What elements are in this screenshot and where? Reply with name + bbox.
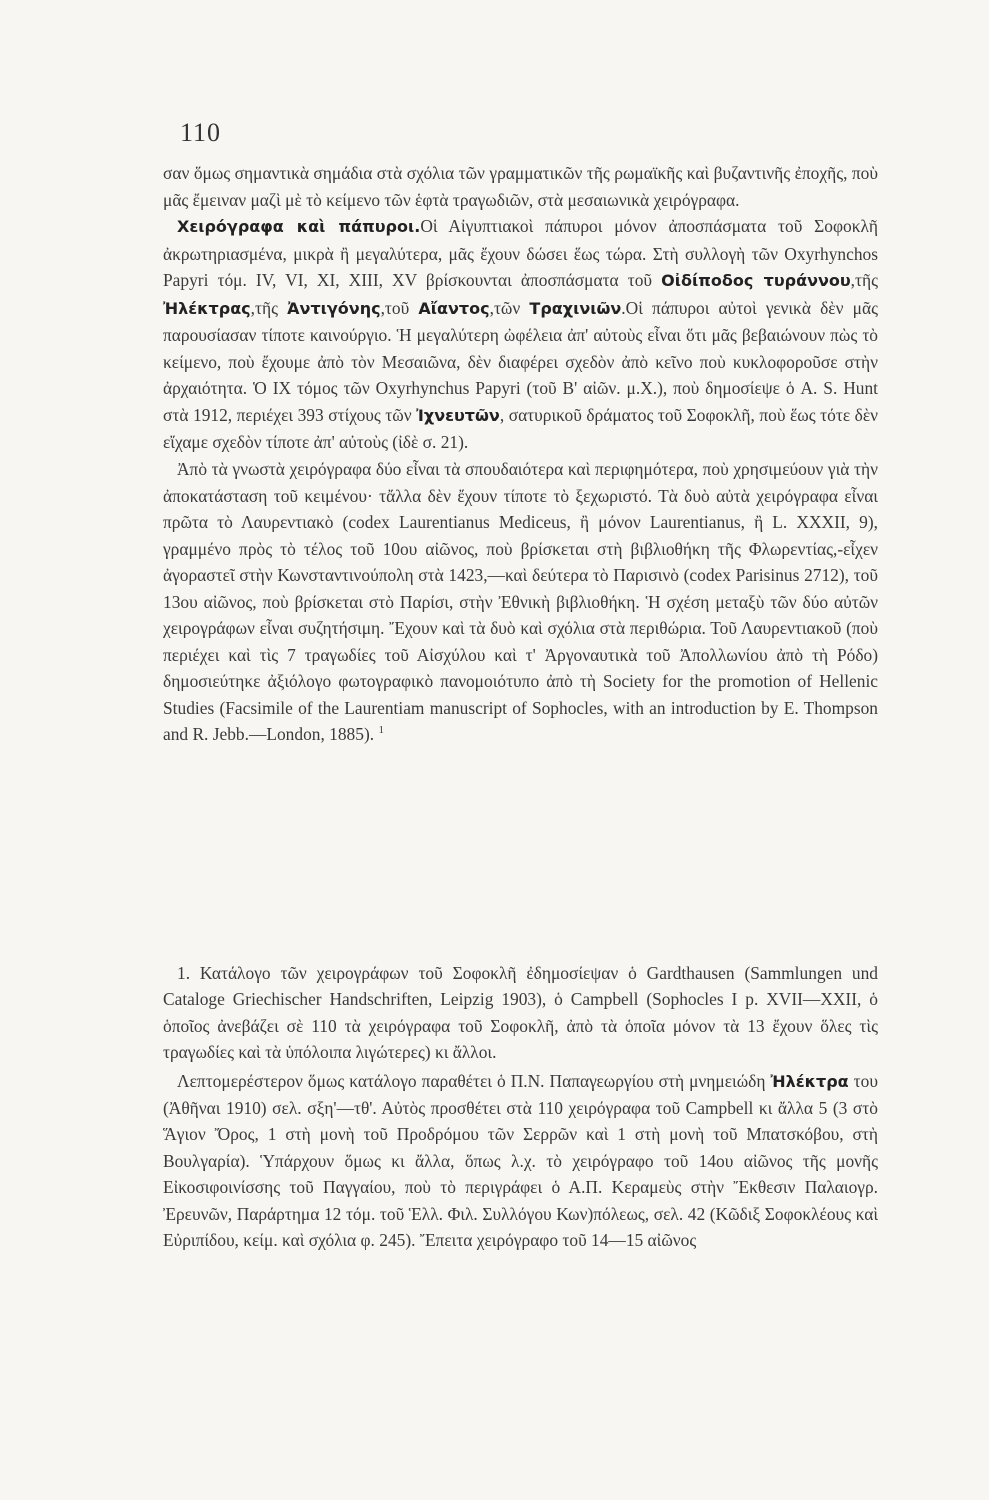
title-electra-footnote: Ἠλέκτρα — [770, 1071, 849, 1091]
paragraph-1: σαν ὅμως σημαντικὰ σημάδια στὰ σχόλια τῶν γραμματικῶν τῆς ρωμαϊκῆς καὶ βυζαντινῆς ἐποχῆς, ποὺ μᾶς ἔμειναν μαζὶ μὲ τὸ κείμενο τῶν ἑφτὰ τραγωδιῶν, στὰ μεσαιωνικὰ χειρόγραφα. — [163, 163, 878, 210]
title-antigone: Ἀντιγόνης — [287, 298, 381, 318]
paragraph-2: Χειρόγραφα καὶ πάπυροι.Οἱ Αἰγυπτιακοὶ πάπυροι μόνον ἀποσπάσματα τοῦ Σοφοκλῆ ἀκρωτηριασμένα, μικρὰ ἢ μεγαλύτερα, μᾶς ἔχουν δώσει ἕως τώρα. Στὴ συλλογὴ τῶν Oxyrhynchos Papyri τόμ. IV, VI, XI, XIII, XV βρίσκουνται ἀποσπάσματα τοῦ Οἰδίποδος τυράννου,τῆς Ἠλέκτρας,τῆς Ἀντιγόνης,τοῦ Αἴαντος,τῶν Τραχινιῶν.Οἱ πάπυροι αὐτοὶ γενικὰ δὲν μᾶς παρουσίασαν τίποτε καινούργιο. Ἡ μεγαλύτερη ὠφέλεια ἀπ' αὐτοὺς εἶναι ὅτι μᾶς βεβαιώνουν πὼς τὸ κείμενο, ποὺ ἔχουμε ἀπὸ τὸν Μεσαιῶνα, δὲν διαφέρει σχεδὸν ἀπὸ κεῖνο ποὺ κυκλοφοροῦσε στὴν ἀρχαιότητα. Ὁ IX τόμος τῶν Oxyrhynchus Papyri (τοῦ Β' αἰῶν. μ.Χ.), ποὺ δημοσίεψε ὁ A. S. Hunt στὰ 1912, περιέχει 393 στίχους τῶν Ἰχνευτῶν, σατυρικοῦ δράματος τοῦ Σοφοκλῆ, ποὺ ἕως τότε δὲν εἴχαμε σχεδὸν τίποτε ἀπ' αὐτοὺς (ἰδὲ σ. 21). — [163, 216, 878, 453]
footnotes — [163, 960, 878, 1253]
section-heading: Χειρόγραφα καὶ πάπυροι. — [177, 217, 421, 237]
page-number: 110 — [180, 118, 222, 147]
title-oedipus: Οἰδίποδος τυράννου — [661, 271, 851, 291]
footnote-1: 1. Κατάλογο τῶν χειρογράφων τοῦ Σοφοκλῆ ἐδημοσίεψαν ὁ Gardthausen (Sammlungen und Cataloge Griechischer Handschriften, Leipzig 1903), ὁ Campbell (Sophocles I p. XVII—XXII, ὁ ὁποῖος ἀνεβάζει σὲ 110 τὰ χειρόγραφα τοῦ Σοφοκλῆ, ἀπὸ τὰ ὁποῖα μόνον τὰ 13 ἔχουν ὅλες τὶς τραγωδίες καὶ τὰ ὑπόλοιπα λιγώτερες) κι ἄλλοι. — [163, 963, 878, 1063]
footnote-marker: 1 — [378, 724, 384, 737]
title-trachiniae: Τραχινιῶν — [529, 298, 622, 318]
title-ajax: Αἴαντος — [418, 298, 490, 318]
main-text — [163, 160, 878, 748]
footnote-1-continued: Λεπτομερέστερον ὅμως κατάλογο παραθέτει ὁ Π.Ν. Παπαγεωργίου στὴ μνημειώδη Ἠλέκτρα του (Ἀθῆναι 1910) σελ. σξη'—τθ'. Αὐτὸς προσθέτει στὰ 110 χειρόγραφα τοῦ Campbell κι ἄλλα 5 (3 στὸ Ἅγιον Ὄρος, 1 στὴ μονὴ τοῦ Προδρόμου τῶν Σερρῶν καὶ 1 στὴ μονὴ τοῦ Μπατσκόβου, στὴ Βουλγαρία). Ὑπάρχουν ὅμως κι ἄλλα, ὅπως λ.χ. τὸ χειρόγραφο τοῦ 14ου αἰῶνος τῆς μονῆς Εἰκοσιφοινίσσης τοῦ Παγγαίου, ποὺ τὸ περιγράφει ὁ Α.Π. Κεραμεὺς στὴν Ἔκθεσιν Παλαιογρ. Ἐρευνῶν, Παράρτημα 12 τόμ. τοῦ Ἑλλ. Φιλ. Συλλόγου Κων)πόλεως, σελ. 42 (Κῶδιξ Σοφοκλέους καὶ Εὐριπίδου, κείμ. καὶ σχόλια φ. 245). Ἔπειτα χειρόγραφο τοῦ 14—15 αἰῶνος — [163, 1070, 878, 1251]
title-ichneutae: Ἰχνευτῶν — [416, 405, 500, 425]
paragraph-3: Ἀπὸ τὰ γνωστὰ χειρόγραφα δύο εἶναι τὰ σπουδαιότερα καὶ περιφημότερα, ποὺ χρησιμεύουν γιὰ τὴν ἀποκατάσταση τοῦ κειμένου· τἄλλα δὲν ἔχουν τίποτε τὸ ξεχωριστό. Τὰ δυὸ αὐτὰ χειρόγραφα εἶναι πρῶτα τὸ Λαυρεντιακὸ (codex Laurentianus Mediceus, ἢ μόνον Laurentianus, ἢ L. XXXII, 9), γραμμένο πρὸς τὸ τέλος τοῦ 10ου αἰῶνος, ποὺ βρίσκεται στὴ βιβλιοθήκη τῆς Φλωρεντίας,-εἶχεν ἀγοραστεῖ στὴν Κωνσταντινούπολη στὰ 1423,—καὶ δεύτερα τὸ Παρισινὸ (codex Parisinus 2712), τοῦ 13ου αἰῶνος, ποὺ βρίσκεται στὸ Παρίσι, στὴν Ἐθνικὴ βιβλιοθήκη. Ἡ σχέση μεταξὺ τῶν δύο αὐτῶν χειρογράφων εἶναι συζητήσιμη. Ἔχουν καὶ τὰ δυὸ καὶ σχόλια στὰ περιθώρια. Τοῦ Λαυρεντιακοῦ (ποὺ περιέχει καὶ τὶς 7 τραγωδίες τοῦ Αἰσχύλου καὶ τ' Ἀργοναυτικὰ τοῦ Ἀπολλωνίου ἀπὸ τὴ Ρόδο) δημοσιεύτηκε ἀξιόλογο φωτογραφικὸ πανομοιότυπο ἀπὸ τὴ Society for the promotion of Hellenic Studies (Facsimile of the Laurentiam manuscript of Sophocles, with an introduction by E. Thompson and R. Jebb.—London, 1885). $^1$ — [163, 459, 878, 745]
title-electra: Ἠλέκτρας — [163, 298, 251, 318]
